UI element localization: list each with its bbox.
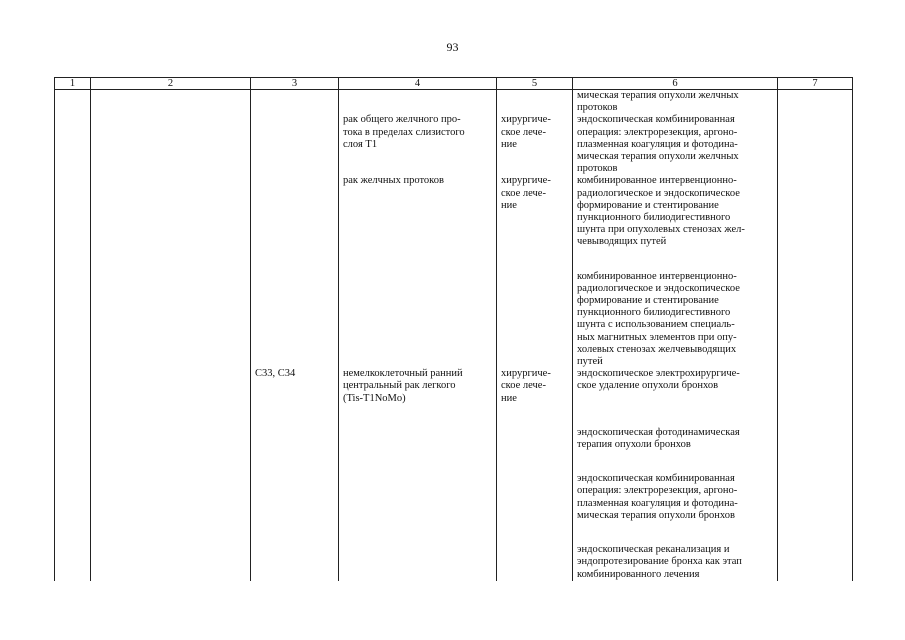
diagnosis-cell: рак общего желчного про- тока в пределах слизистого слоя T1: [339, 114, 497, 175]
table-row: [55, 473, 853, 522]
diagnosis-cell: [339, 473, 497, 522]
table-row: [55, 90, 853, 115]
treatment-type-cell: [497, 90, 573, 115]
treatment-type-cell: [497, 427, 573, 451]
treatment-type-cell: хирургиче- ское лече- ние: [497, 175, 573, 248]
treatment-type-cell: хирургиче- ское лече- ние: [497, 368, 573, 405]
column-header-7: 7: [778, 78, 853, 90]
table-row: [55, 427, 853, 451]
treatment-method-cell: эндоскопическая фотодинамическая терапия опухоли бронхов: [573, 427, 778, 451]
table-row: [55, 114, 853, 175]
column-header-3: 3: [251, 78, 339, 90]
icd-code-cell: [251, 427, 339, 451]
table-row: [55, 368, 853, 405]
icd-code-cell: [251, 90, 339, 115]
treatment-method-cell: мическая терапия опухоли желчных протоков: [573, 90, 778, 115]
table-row: [55, 271, 853, 369]
diagnosis-cell: [339, 271, 497, 369]
treatment-method-cell: эндоскопическая комбинированная операция: электрорезекция, аргоно- плазменная коагуляция и фотодина- мическая терапия опухоли желчных протоков: [573, 114, 778, 175]
diagnosis-cell: [339, 90, 497, 115]
table-row: [55, 544, 853, 581]
treatment-method-cell: эндоскопическая реканализация и эндопротезирование бронха как этап комбинированного лечения: [573, 544, 778, 581]
treatment-type-cell: [497, 544, 573, 581]
treatment-method-cell: комбинированное интервенционно- радиологическое и эндоскопическое формирование и стентирование пункционного билиодигестивного шунта при опухолевых стенозах жел- чевыводящих путей: [573, 175, 778, 248]
icd-code-cell: [251, 473, 339, 522]
treatment-method-cell: эндоскопическая комбинированная операция: электрорезекция, аргоно- плазменная коагуляция и фотодина- мическая терапия опухоли бронхов: [573, 473, 778, 522]
diagnosis-cell: немелкоклеточный ранний центральный рак легкого (Tis-T1NoMo): [339, 368, 497, 405]
treatment-method-cell: комбинированное интервенционно- радиологическое и эндоскопическое формирование и стентирование пункционного билиодигестивного шунта с использованием специаль- ных магнитных элементов при опу- холевых стенозах желчевыводящих путей: [573, 271, 778, 369]
icd-code-cell: [251, 114, 339, 175]
procedures-table: [54, 77, 853, 581]
page-number: 93: [446, 40, 459, 54]
column-header-4: 4: [339, 78, 497, 90]
treatment-type-cell: [497, 473, 573, 522]
diagnosis-cell: [339, 544, 497, 581]
column-header-2: 2: [91, 78, 251, 90]
treatment-type-cell: хирургиче- ское лече- ние: [497, 114, 573, 175]
icd-code-cell: [251, 544, 339, 581]
treatment-method-cell: эндоскопическое электрохирургиче- ское удаление опухоли бронхов: [573, 368, 778, 405]
column-header-1: 1: [55, 78, 91, 90]
icd-code-cell: [251, 175, 339, 248]
diagnosis-cell: рак желчных протоков: [339, 175, 497, 248]
treatment-type-cell: [497, 271, 573, 369]
column-number-row: [55, 78, 853, 90]
column-header-6: 6: [573, 78, 778, 90]
icd-code-cell: C33, C34: [251, 368, 339, 405]
icd-code-cell: [251, 271, 339, 369]
table-row: [55, 175, 853, 248]
diagnosis-cell: [339, 427, 497, 451]
column-header-5: 5: [497, 78, 573, 90]
